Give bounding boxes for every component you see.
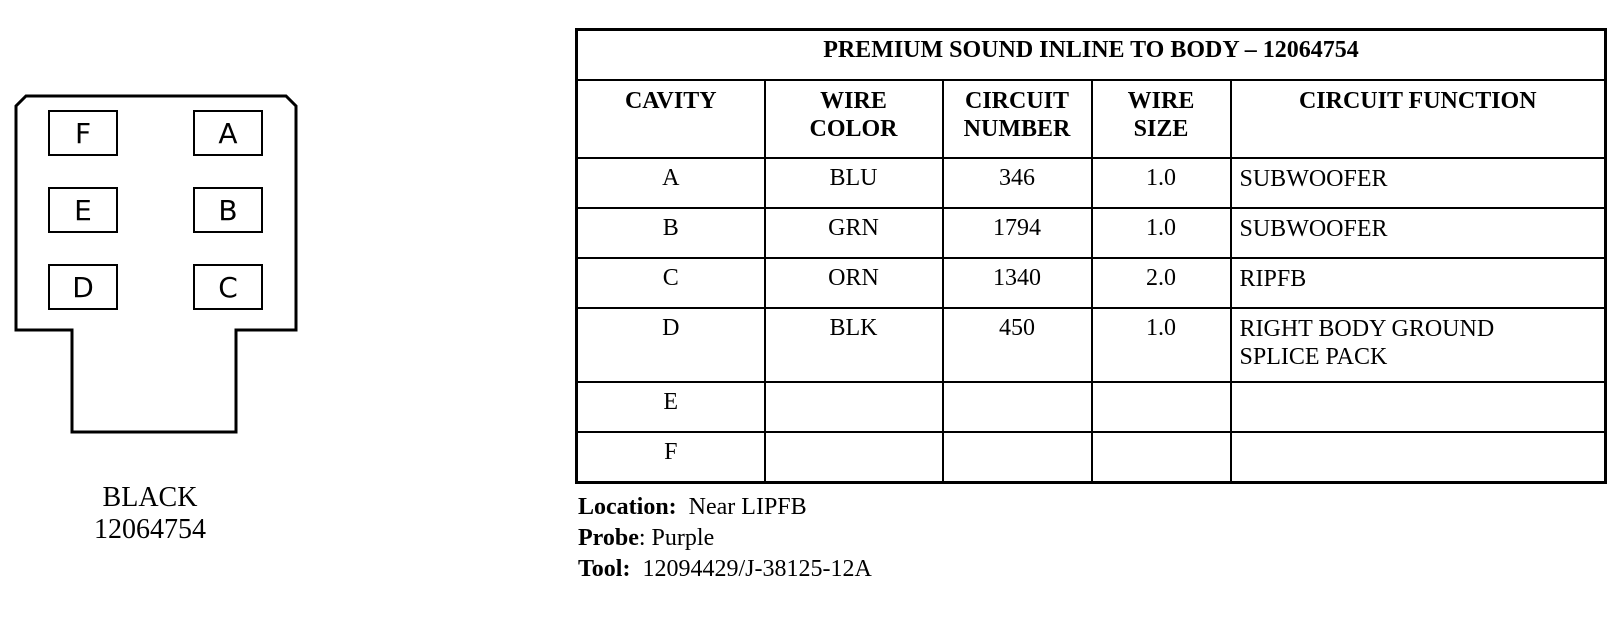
table-row (577, 308, 1606, 382)
location-label: Location: (578, 494, 677, 520)
cell-circuit-function: RIGHT BODY GROUND SPLICE PACK (1231, 308, 1606, 382)
cell-wire-color: ORN (765, 258, 943, 308)
cell-circuit-number: 1794 (943, 208, 1092, 258)
cell-wire-color (765, 382, 943, 432)
pin-f: F (48, 110, 118, 156)
cell-circuit-number (943, 382, 1092, 432)
table-title: PREMIUM SOUND INLINE TO BODY – 12064754 (577, 30, 1606, 81)
cell-cavity: C (577, 258, 765, 308)
pin-d: D (48, 264, 118, 310)
header-circuit-number: CIRCUIT NUMBER (943, 80, 1092, 158)
connector-part-number: 12064754 (94, 514, 206, 545)
cell-circuit-function: RIPFB (1231, 258, 1606, 308)
cell-wire-size: 1.0 (1092, 208, 1231, 258)
cell-cavity: D (577, 308, 765, 382)
pinout-table (575, 28, 1607, 484)
header-wire-color: WIRE COLOR (765, 80, 943, 158)
connector-color: BLACK (102, 482, 198, 513)
cell-cavity: A (577, 158, 765, 208)
cell-wire-size: 2.0 (1092, 258, 1231, 308)
cell-cavity: E (577, 382, 765, 432)
cell-circuit-number: 1340 (943, 258, 1092, 308)
cell-circuit-function (1231, 432, 1606, 483)
cell-cavity: F (577, 432, 765, 483)
location-line (578, 492, 872, 523)
cell-wire-color: GRN (765, 208, 943, 258)
probe-line (578, 523, 872, 554)
cell-cavity: B (577, 208, 765, 258)
cell-circuit-function: SUBWOOFER (1231, 208, 1606, 258)
pin-c: C (193, 264, 263, 310)
probe-label: Probe (578, 525, 639, 551)
probe-value: : Purple (638, 525, 715, 551)
cell-wire-size: 1.0 (1092, 158, 1231, 208)
cell-wire-size (1092, 382, 1231, 432)
header-wire-size: WIRE SIZE (1092, 80, 1231, 158)
cell-circuit-function: SUBWOOFER (1231, 158, 1606, 208)
table-row (577, 382, 1606, 432)
tool-line (578, 554, 872, 585)
table-row (577, 258, 1606, 308)
table-row (577, 158, 1606, 208)
table-row (577, 432, 1606, 483)
connector-info (578, 492, 872, 585)
connector-caption (60, 482, 240, 546)
cell-wire-size (1092, 432, 1231, 483)
cell-circuit-number: 450 (943, 308, 1092, 382)
header-cavity: CAVITY (577, 80, 765, 158)
tool-label: Tool: (578, 556, 631, 582)
cell-wire-color: BLU (765, 158, 943, 208)
cell-circuit-function (1231, 382, 1606, 432)
pin-e: E (48, 187, 118, 233)
pin-a: A (193, 110, 263, 156)
cell-circuit-number: 346 (943, 158, 1092, 208)
cell-circuit-number (943, 432, 1092, 483)
table-row (577, 208, 1606, 258)
location-value: Near LIPFB (688, 494, 807, 520)
cell-wire-color (765, 432, 943, 483)
pin-b: B (193, 187, 263, 233)
cell-wire-size: 1.0 (1092, 308, 1231, 382)
tool-value: 12094429/J-38125-12A (642, 556, 872, 582)
header-circuit-function: CIRCUIT FUNCTION (1231, 80, 1606, 158)
cell-wire-color: BLK (765, 308, 943, 382)
